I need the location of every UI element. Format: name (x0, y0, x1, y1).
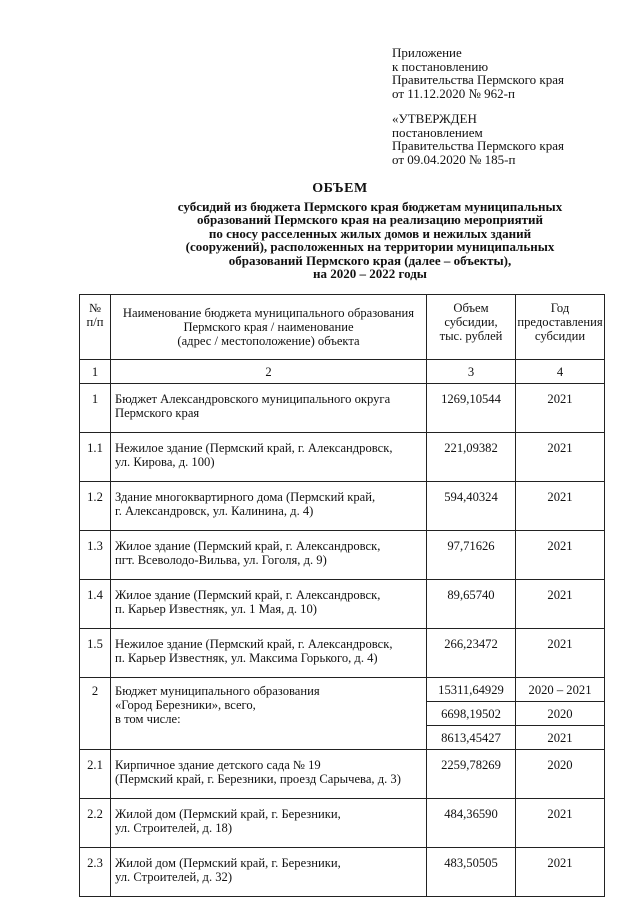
appendix-line: Приложение (392, 45, 462, 60)
row-amount: 483,50505 (427, 848, 516, 897)
table-header-row (80, 295, 605, 360)
row-number: 2.3 (80, 848, 111, 897)
column-number-row (80, 360, 605, 384)
row-number: 1 (80, 384, 111, 433)
row-year: 2021 (516, 384, 605, 433)
appendix-line: Правительства Пермского края (392, 72, 564, 87)
row-year: 2021 (516, 848, 605, 897)
column-number: 3 (427, 360, 516, 384)
header-name: Наименование бюджета муниципального образования Пермского края / наименование (адрес / местоположение) объекта (111, 295, 427, 360)
row-amount: 266,23472 (427, 629, 516, 678)
header-amount: Объем субсидии, тыс. рублей (427, 295, 516, 360)
row-amount: 484,36590 (427, 799, 516, 848)
row-number: 1.4 (80, 580, 111, 629)
row-number: 2.1 (80, 750, 111, 799)
table-row (80, 433, 605, 482)
row-year: 2021 (516, 799, 605, 848)
subtitle-line: образований Пермского края (далее – объекты), (228, 252, 512, 268)
row-name: Здание многоквартирного дома (Пермский край, г. Александровск, ул. Калинина, д. 4) (111, 482, 427, 531)
row-year: 2020 (516, 702, 605, 726)
row-number: 1.3 (80, 531, 111, 580)
table-row (80, 384, 605, 433)
row-amount: 89,65740 (427, 580, 516, 629)
approved-line: Правительства Пермского края (392, 138, 564, 153)
subsidy-table (79, 294, 605, 897)
row-number: 1.2 (80, 482, 111, 531)
document-title: ОБЪЕМ (312, 181, 368, 196)
subtitle-line: образований Пермского края на реализацию мероприятий (197, 212, 543, 228)
row-amount: 15311,64929 (427, 678, 516, 702)
appendix-line: к постановлению (392, 58, 489, 74)
header-year: Год предоставления субсидии (516, 295, 605, 360)
column-number: 4 (516, 360, 605, 384)
table-row-group (80, 678, 605, 702)
row-name: Нежилое здание (Пермский край, г. Александровск, ул. Кирова, д. 100) (111, 433, 427, 482)
row-amount: 8613,45427 (427, 726, 516, 750)
row-amount: 1269,10544 (427, 384, 516, 433)
table-row (80, 750, 605, 799)
subtitle-line: на 2020 – 2022 годы (313, 266, 427, 282)
row-year: 2021 (516, 433, 605, 482)
row-name: Жилое здание (Пермский край, г. Александровск, пгт. Всеволодо-Вильва, ул. Гоголя, д. 9) (111, 531, 427, 580)
row-year: 2020 – 2021 (516, 678, 605, 702)
row-year: 2021 (516, 482, 605, 531)
row-amount: 2259,78269 (427, 750, 516, 799)
row-name: Жилое здание (Пермский край, г. Александровск, п. Карьер Известняк, ул. 1 Мая, д. 10) (111, 580, 427, 629)
subtitle-line: (сооружений), расположенных на территории муниципальных (185, 239, 555, 255)
row-year: 2021 (516, 531, 605, 580)
row-name: Бюджет Александровского муниципального округа Пермского края (111, 384, 427, 433)
subtitle-line: по сносу расселенных жилых домов и нежилых зданий (208, 225, 532, 241)
approved-note (392, 112, 564, 166)
table-row (80, 580, 605, 629)
column-number: 2 (111, 360, 427, 384)
row-amount: 594,40324 (427, 482, 516, 531)
subtitle-line: субсидий из бюджета Пермского края бюджетам муниципальных (177, 199, 563, 214)
header-number: № п/п (80, 295, 111, 360)
row-amount: 221,09382 (427, 433, 516, 482)
column-number: 1 (80, 360, 111, 384)
document-subtitle (80, 200, 640, 280)
row-number: 2.2 (80, 799, 111, 848)
row-number: 1.5 (80, 629, 111, 678)
row-name: Бюджет муниципального образования «Город Березники», всего, в том числе: (111, 678, 427, 750)
row-year: 2020 (516, 750, 605, 799)
table-row (80, 848, 605, 897)
appendix-note (392, 46, 564, 100)
row-name: Кирпичное здание детского сада № 19 (Пермский край, г. Березники, проезд Сарычева, д. 3) (111, 750, 427, 799)
approved-line: «УТВЕРЖДЕН (392, 111, 477, 126)
table-row (80, 799, 605, 848)
approved-line: от 09.04.2020 № 185-п (392, 151, 516, 167)
row-number: 1.1 (80, 433, 111, 482)
table-row (80, 629, 605, 678)
row-year: 2021 (516, 726, 605, 750)
row-name: Жилой дом (Пермский край, г. Березники, ул. Строителей, д. 32) (111, 848, 427, 897)
table-row (80, 482, 605, 531)
row-year: 2021 (516, 629, 605, 678)
row-name: Нежилое здание (Пермский край, г. Александровск, п. Карьер Известняк, ул. Максима Горького, д. 4) (111, 629, 427, 678)
row-name: Жилой дом (Пермский край, г. Березники, ул. Строителей, д. 18) (111, 799, 427, 848)
row-number: 2 (80, 678, 111, 750)
approved-line: постановлением (392, 124, 483, 140)
appendix-line: от 11.12.2020 № 962-п (392, 85, 515, 101)
row-amount: 97,71626 (427, 531, 516, 580)
table-row (80, 531, 605, 580)
row-amount: 6698,19502 (427, 702, 516, 726)
row-year: 2021 (516, 580, 605, 629)
